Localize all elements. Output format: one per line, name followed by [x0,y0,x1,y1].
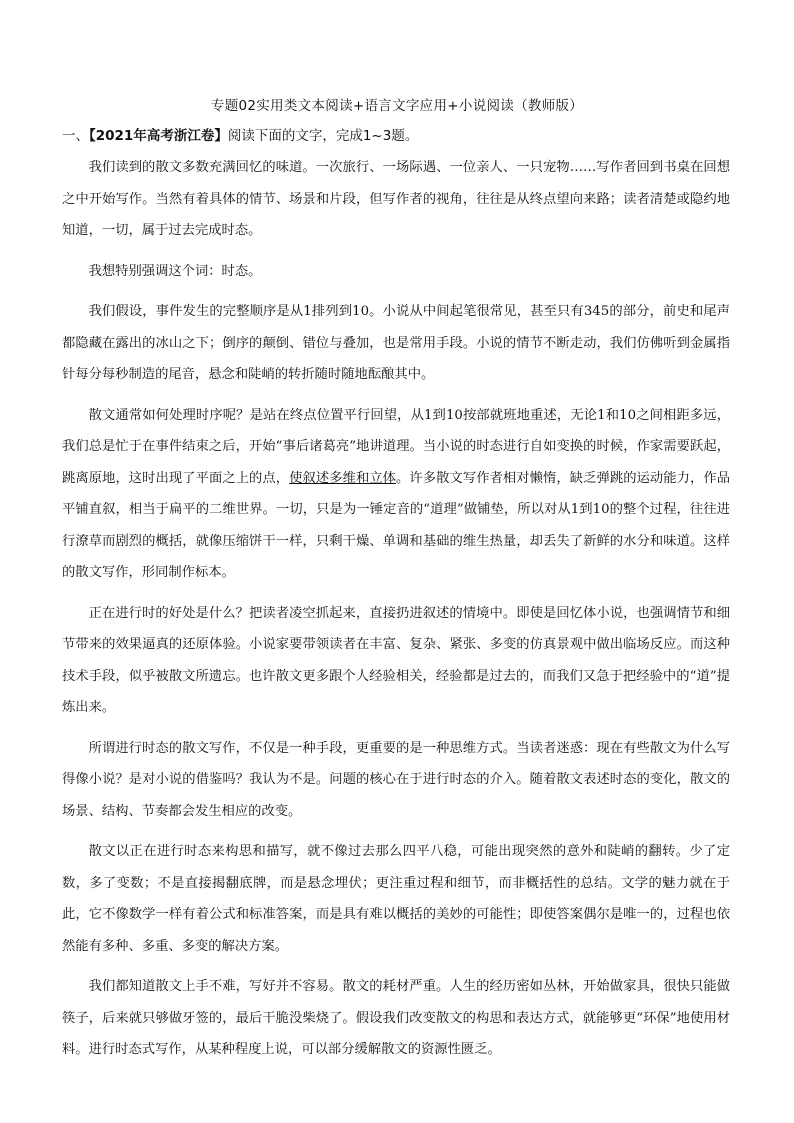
paragraph-4-part-2: 。许多散文写作者相对懒惰，缺乏弹跳的运动能力，作品平铺直叙，相当于扁平的二维世界。一切，只是为一锤定音的“道理”做铺垫，所以对从1到10的整个过程，往往进行潦草而剧烈的概括，就像压缩饼干一样，只剩干燥、单调和基础的维生热量，却丢失了新鲜的水分和味道。这样的散文写作，形同制作标本。 [62,470,731,580]
paragraph-6: 所谓进行时态的散文写作，不仅是一种手段，更重要的是一种思维方式。当读者迷惑：现在有些散文为什么写得像小说？是对小说的借鉴吗？我认为不是。问题的核心在于进行时态的介入。随着散文表述时态的变化，散文的场景、结构、节奏都会发生相应的改变。 [62,740,730,819]
document-title: 专题02实用类文本阅读+语言文字应用+小说阅读（教师版） [210,98,584,114]
paragraph-8: 我们都知道散文上手不难，写好并不容易。散文的耗材严重。人生的经历密如丛林，开始做家具，很快只能做筷子，后来就只够做牙签的，最后干脆没柴烧了。假设我们改变散文的构思和表达方式，就能够更“环保”地使用材料。进行时态式写作，从某种程度上说，可以部分缓解散文的资源性匮乏。 [62,979,730,1057]
paragraph-4 [62,400,730,589]
paragraph-5: 正在进行时的好处是什么？把读者凌空抓起来，直接扔进叙述的情境中。即使是回忆体小说，也强调情节和细节带来的效果逼真的还原体验。小说家要带领读者在丰富、复杂、紧张、多变的仿真景观中做出临场反应。而这种技术手段，似乎被散文所遗忘。也许散文更多跟个人经验相关，经验都是过去的，而我们又急于把经验中的“道”提炼出来。 [62,605,730,715]
question-instruction: 阅读下面的文字，完成1~3题。 [227,128,419,144]
question-prefix: 一、 [62,128,89,144]
paragraph-7: 散文以正在进行时态来构思和描写，就不像过去那么四平八稳，可能出现突然的意外和陡峭的翻转。少了定数，多了变数；不是直接揭翻底牌，而是悬念埋伏；更注重过程和细节，而非概括性的总结。文学的魅力就在于此，它不像数学一样有着公式和标准答案，而是具有难以概括的美妙的可能性；即使答案偶尔是唯一的，过程也依然能有多种、多重、多变的解决方案。 [62,844,730,954]
question-source: 【2021年高考浙江卷】 [89,128,228,144]
paragraph-2: 我想特别强调这个词：时态。 [88,263,262,279]
question-heading [62,124,418,144]
paragraph-1: 我们读到的散文多数充满回忆的味道。一次旅行、一场际遇、一位亲人、一只宠物……写作者回到书桌在回想之中开始写作。当然有着具体的情节、场景和片段，但写作者的视角，往往是从终点望向来路；读者清楚或隐约地知道，一切，属于过去完成时态。 [62,160,730,238]
article-body [62,152,730,1075]
paragraph-4-part-1: 散文通常如何处理时序呢？是站在终点位置平行回望，从1到10按部就班地重述，无论1和10之间相距多远，我们总是忙于在事件结束之后，开始“事后诸葛亮”地讲道理。当小说的时态进行自如变换的时候，作家需要跃起，跳离原地，这时出现了平面之上的点， [62,407,730,486]
paragraph-3: 我们假设，事件发生的完整顺序是从1排列到10。小说从中间起笔很常见，甚至只有345的部分，前史和尾声都隐藏在露出的冰山之下；倒序的颠倒、错位与叠加，也是常用手段。小说的情节不断走动，我们仿佛听到金属指针每分每秒制造的尾音，悬念和陡峭的转折随时随地酝酿其中。 [62,304,730,382]
underlined-phrase: 使叙述多维和立体 [289,470,397,486]
